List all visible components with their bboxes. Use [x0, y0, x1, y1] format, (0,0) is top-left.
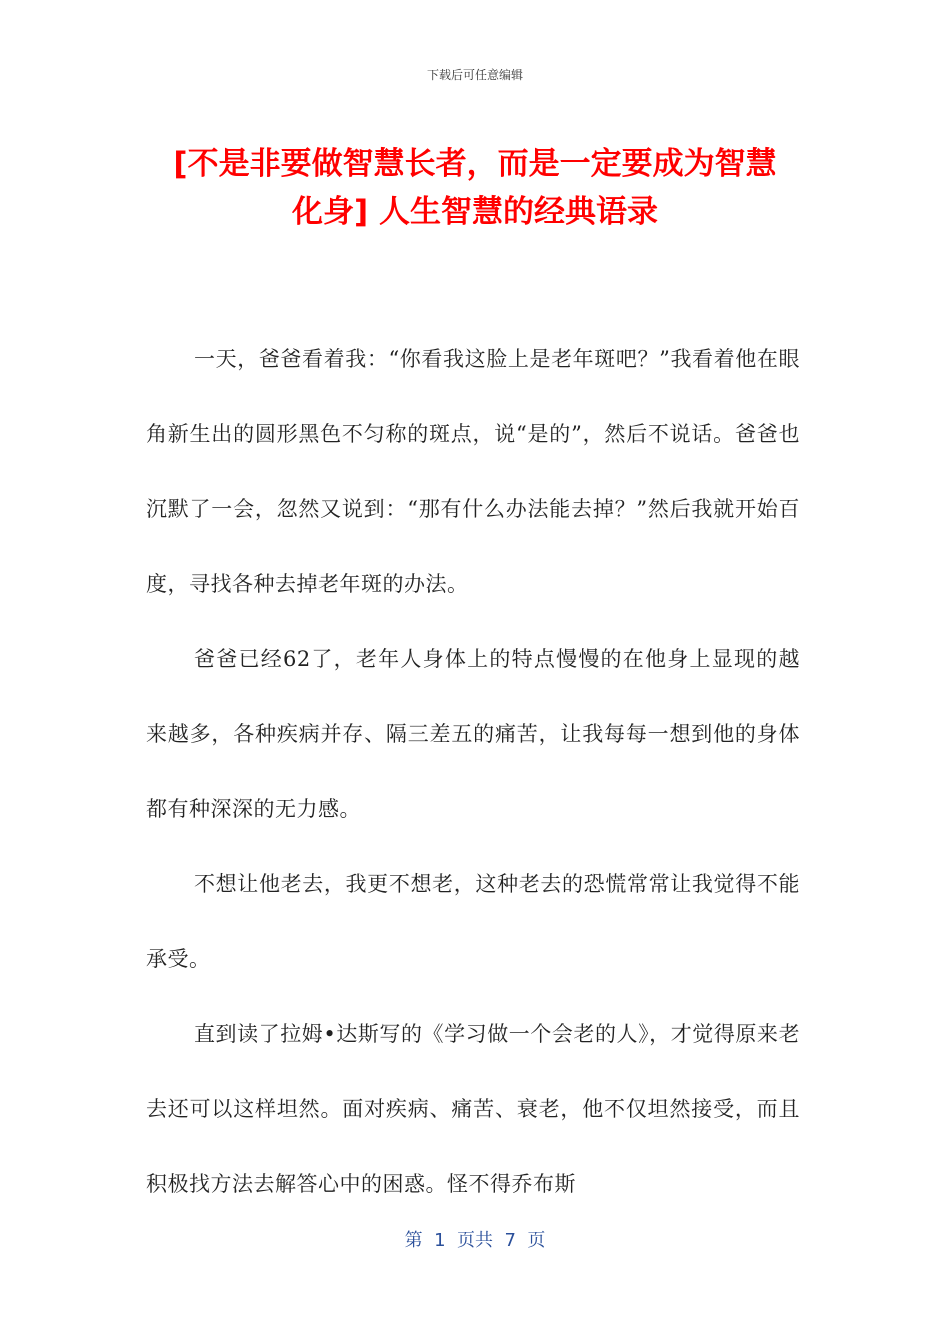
paragraph: 直到读了拉姆•达斯写的《学习做一个会老的人》，才觉得原来老去还可以这样坦然。面对疾病、痛苦、衰老，他不仅坦然接受，而且积极找方法去解答心中的困惑。怪不得乔布斯 — [146, 1022, 800, 1196]
header-note: 下载后可任意编辑 — [426, 68, 523, 82]
title-line-2: 化身] 人生智慧的经典语录 — [292, 194, 658, 230]
page-footer: 第 1 页共 7 页 — [404, 1230, 546, 1251]
document-title — [140, 140, 810, 236]
paragraph: 不想让他老去，我更不想老，这种老去的恐慌常常让我觉得不能承受。 — [146, 872, 800, 971]
paragraph: 一天，爸爸看着我：“你看我这脸上是老年斑吧？”我看着他在眼角新生出的圆形黑色不匀称的斑点，说“是的”，然后不说话。爸爸也沉默了一会，忽然又说到：“那有什么办法能去掉？”然后我就开始百度，寻找各种去掉老年斑的办法。 — [146, 347, 800, 596]
title-line-1: [不是非要做智慧长者，而是一定要成为智慧 — [173, 146, 777, 182]
document-body — [146, 322, 800, 1222]
paragraph: 爸爸已经62了，老年人身体上的特点慢慢的在他身上显现的越来越多，各种疾病并存、隔三差五的痛苦，让我每每一想到他的身体都有种深深的无力感。 — [146, 647, 800, 821]
